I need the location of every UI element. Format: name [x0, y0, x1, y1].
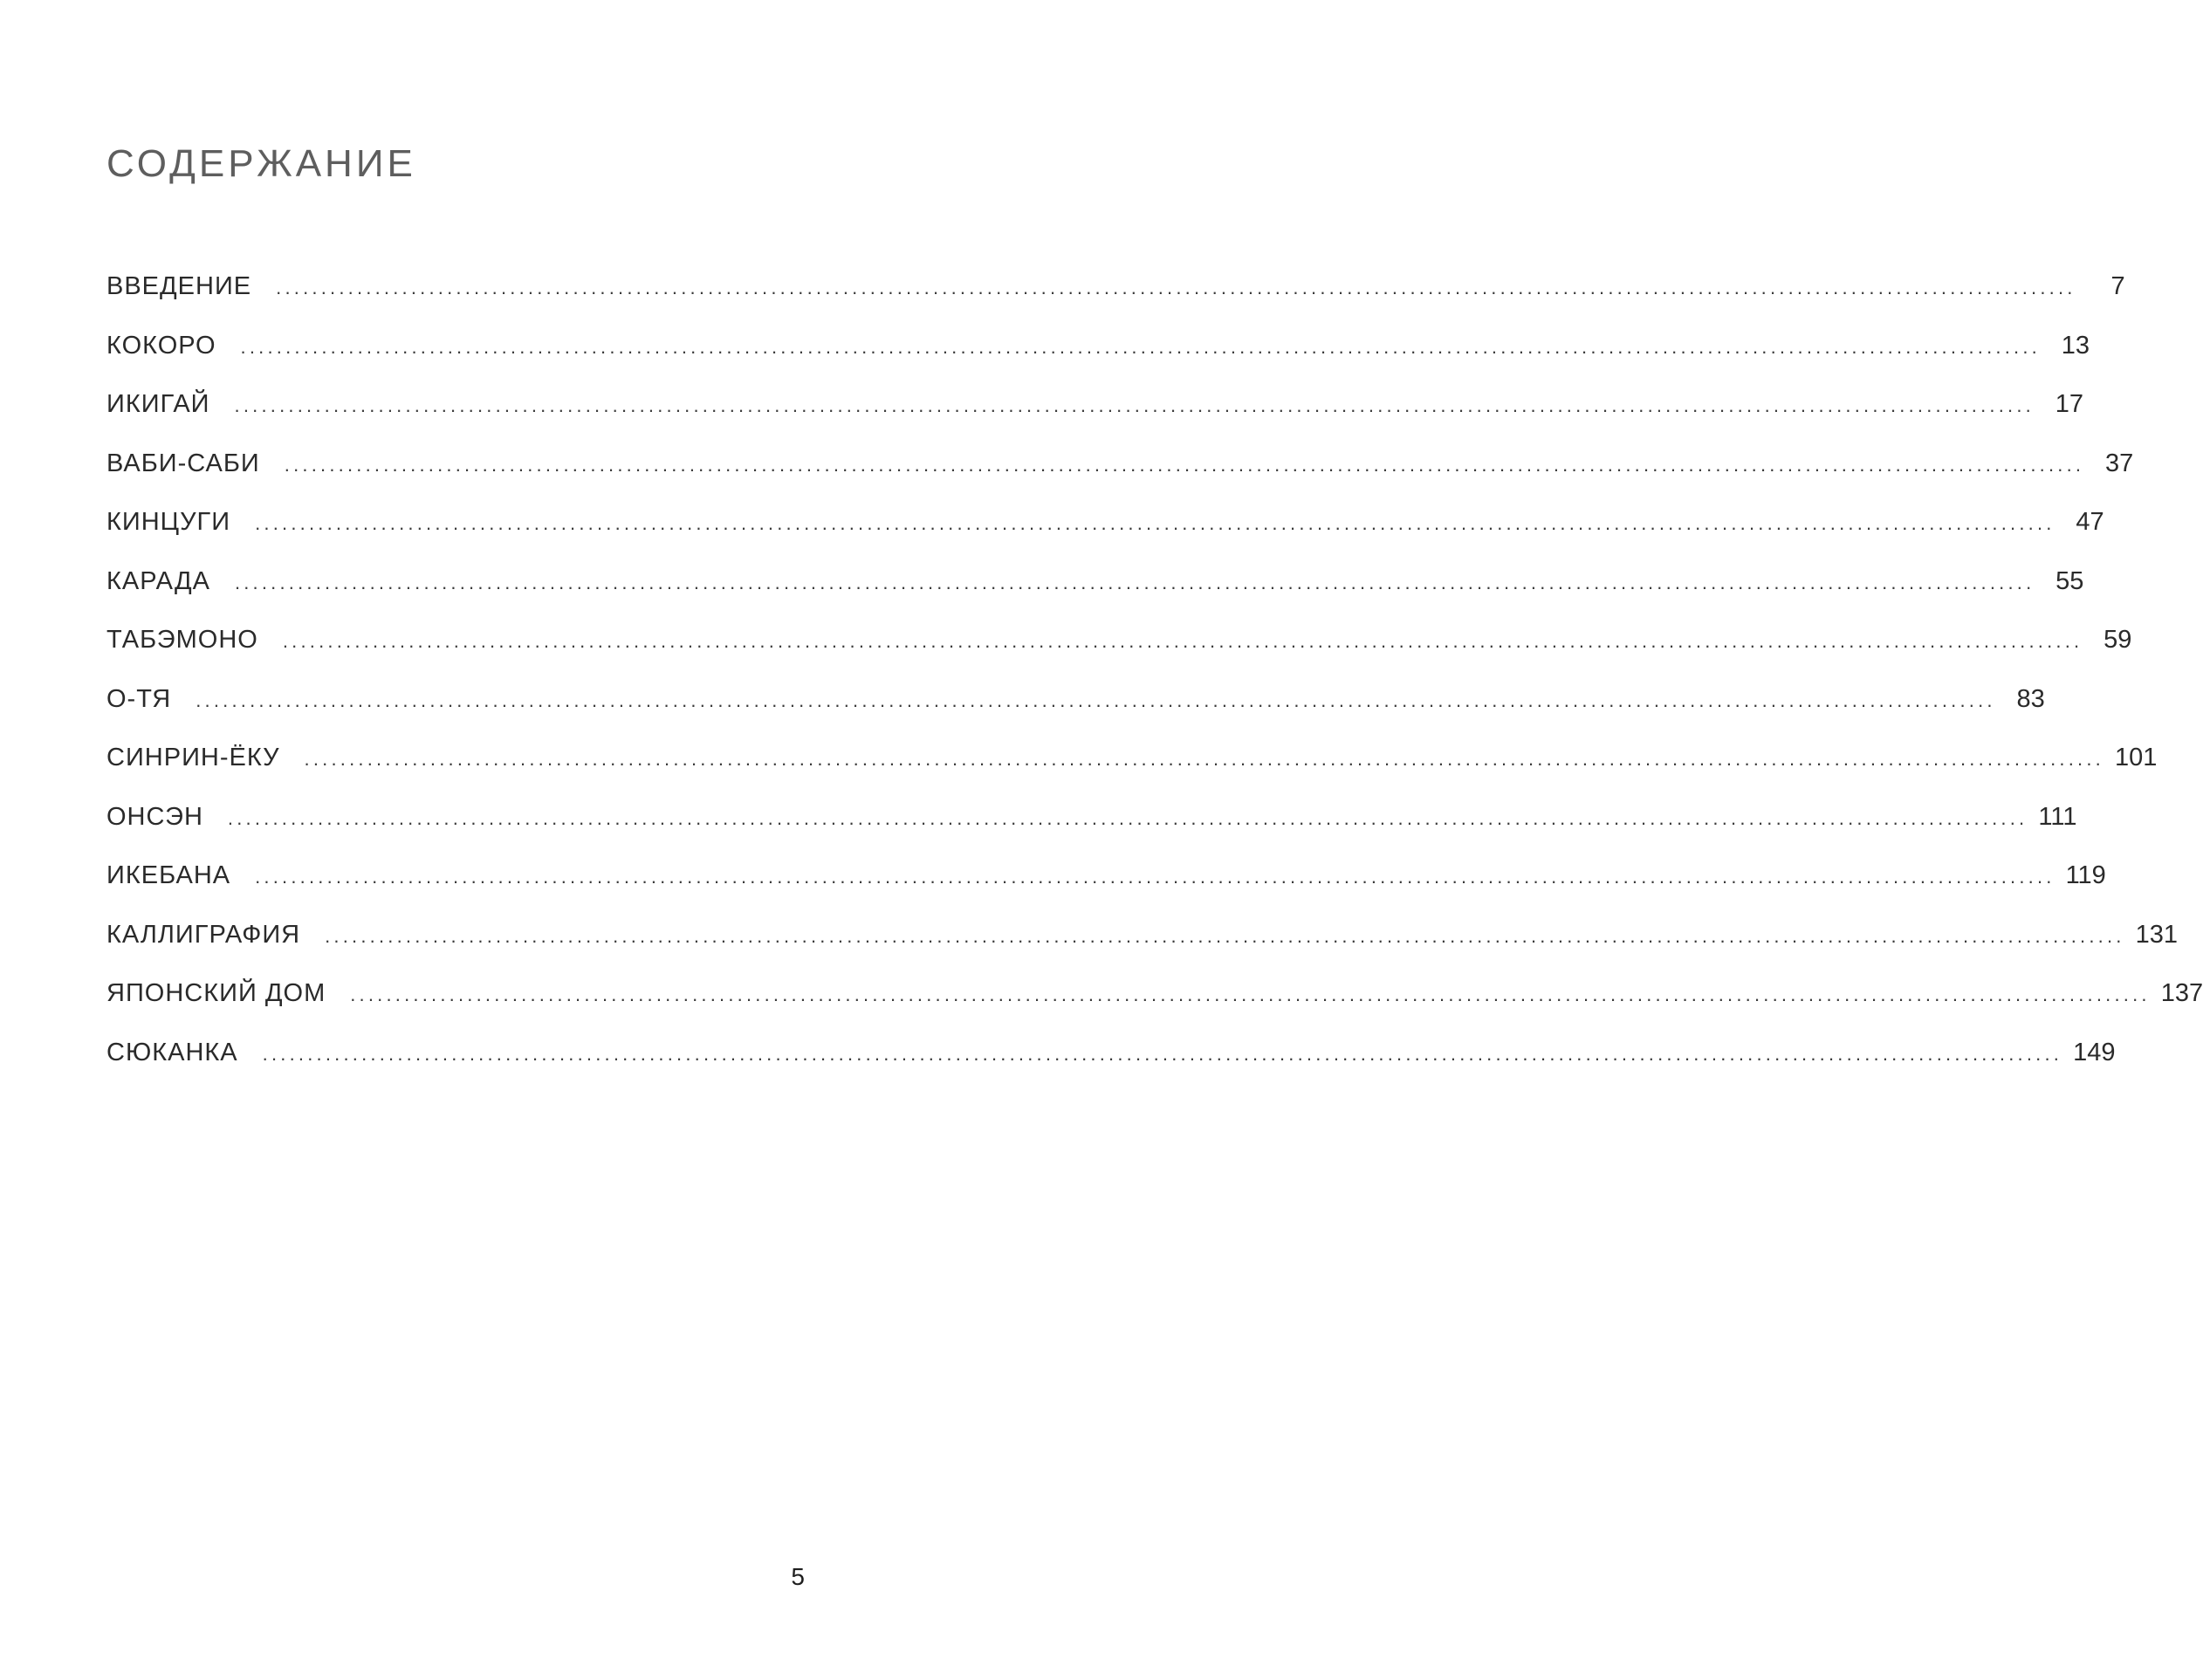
toc-entry-page: 101 — [2114, 744, 2158, 771]
toc-entry-page: 7 — [2110, 272, 2125, 300]
toc-entry — [106, 566, 2084, 627]
toc-entry-label: О-ТЯ — [106, 684, 172, 713]
table-of-contents — [106, 272, 2203, 1097]
toc-entry — [106, 626, 2132, 685]
dot-leader: ........................................................................................................................................................................................................ — [325, 924, 2125, 947]
toc-entry — [106, 744, 2158, 803]
toc-entry — [106, 802, 2077, 862]
page-title: СОДЕРЖАНИЕ — [106, 142, 416, 185]
page-number: 5 — [791, 1563, 805, 1590]
dot-leader: ........................................................................................................................................................................................................ — [304, 748, 2104, 770]
toc-entry-label: КОКОРО — [106, 331, 216, 360]
toc-entry-page: 59 — [2103, 626, 2132, 654]
dot-leader: ........................................................................................................................................................................................................ — [262, 1042, 2063, 1065]
dot-leader: ........................................................................................................................................................................................................ — [276, 277, 2076, 298]
toc-entry-label: КАРАДА — [106, 566, 210, 595]
toc-entry-page: 13 — [2061, 331, 2090, 360]
toc-entry-label: ТАБЭМОНО — [106, 626, 258, 654]
toc-entry — [106, 1038, 2116, 1098]
toc-entry-label: КАЛЛИГРАФИЯ — [106, 920, 301, 949]
toc-entry — [106, 272, 2125, 332]
dot-leader: ........................................................................................................................................................................................................ — [196, 689, 1996, 711]
toc-entry — [106, 508, 2104, 567]
toc-entry-label: ВВЕДЕНИЕ — [106, 272, 252, 300]
toc-entry — [106, 449, 2134, 509]
toc-entry-label: ЯПОНСКИЙ ДОМ — [106, 979, 326, 1007]
toc-entry-page: 131 — [2135, 920, 2178, 949]
toc-entry — [106, 920, 2178, 980]
toc-entry — [106, 861, 2106, 921]
toc-entry-label: СЮКАНКА — [106, 1038, 238, 1066]
dot-leader: ........................................................................................................................................................................................................ — [227, 806, 2028, 829]
dot-leader: ........................................................................................................................................................................................................ — [350, 984, 2151, 1005]
toc-entry — [106, 331, 2090, 391]
toc-entry-label: ИКЕБАНА — [106, 861, 231, 889]
dot-leader: ........................................................................................................................................................................................................ — [255, 512, 2055, 534]
toc-entry-page: 37 — [2104, 449, 2134, 477]
dot-leader: ........................................................................................................................................................................................................ — [284, 453, 2085, 476]
dot-leader: ........................................................................................................................................................................................................ — [234, 394, 2035, 416]
toc-entry-page: 17 — [2055, 390, 2083, 418]
toc-entry-page: 119 — [2065, 861, 2106, 889]
toc-entry-label: ВАБИ-САБИ — [106, 449, 260, 477]
toc-entry-label: ОНСЭН — [106, 802, 203, 831]
toc-entry-label: СИНРИН-ЁКУ — [106, 744, 280, 771]
toc-entry-label: КИНЦУГИ — [106, 508, 231, 536]
toc-entry-page: 137 — [2160, 979, 2203, 1007]
toc-entry-page: 149 — [2073, 1038, 2116, 1066]
toc-entry-label: ИКИГАЙ — [106, 390, 210, 418]
toc-entry — [106, 390, 2083, 449]
dot-leader: ........................................................................................................................................................................................................ — [255, 866, 2055, 888]
toc-entry-page: 47 — [2076, 508, 2104, 536]
toc-entry-page: 111 — [2038, 802, 2077, 831]
toc-entry — [106, 979, 2203, 1039]
dot-leader: ........................................................................................................................................................................................................ — [282, 630, 2083, 652]
toc-entry-page: 83 — [2016, 684, 2045, 713]
dot-leader: ........................................................................................................................................................................................................ — [234, 571, 2035, 593]
toc-entry-page: 55 — [2055, 566, 2084, 595]
toc-entry — [106, 684, 2045, 744]
dot-leader: ........................................................................................................................................................................................................ — [240, 335, 2041, 358]
